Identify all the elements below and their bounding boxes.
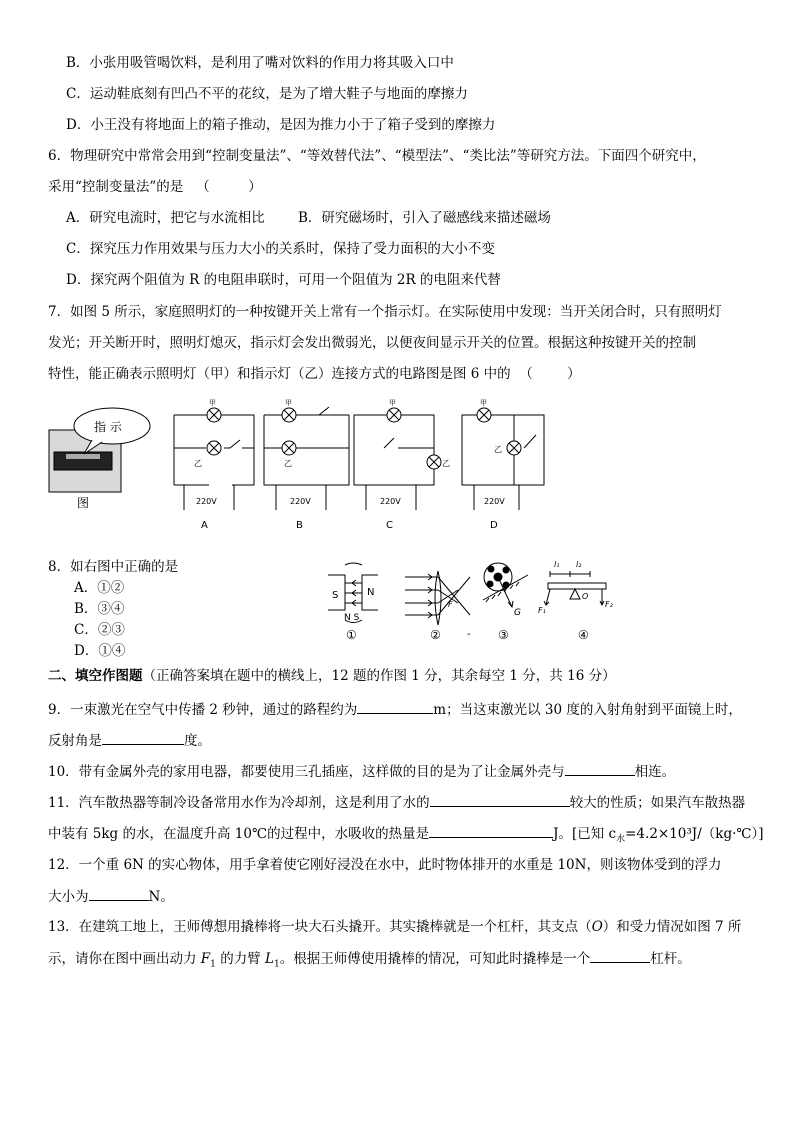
q6-stem-line1: 6．物理研究中常常会用到“控制变量法”、“等效替代法”、“模型法”、“类比法”等研究方法。下面四个研究中， xyxy=(48,148,706,164)
q8-option-a: A．①② xyxy=(74,580,125,596)
q10-line: 10．带有金属外壳的家用电器，都要使用三孔插座，这样做的目的是为了让金属外壳与 相连。 xyxy=(48,761,675,782)
q13-line1: 13．在建筑工地上，王师傅想用撬棒将一块大石头撬开。其实撬棒就是一个杠杆，其支点（O）和受力情况如图 7 所 xyxy=(48,919,742,935)
svg-text:220V: 220V xyxy=(196,497,217,506)
q11-line2: 中装有 5kg 的水，在温度升高 10℃的过程中，水吸收的热量是 J。[已知 $c_水=4.2\times 10^3J/(kg\cdot℃)$] xyxy=(48,823,764,850)
q9-blank1[interactable] xyxy=(357,699,433,714)
q7-figure xyxy=(44,390,564,535)
q12-line2: 大小为 N。 xyxy=(48,886,174,907)
q5-option-c: C．运动鞋底刻有凹凸不平的花纹，是为了增大鞋子与地面的摩擦力 xyxy=(66,86,468,102)
option-d-label: D xyxy=(490,520,498,531)
svg-text:乙: 乙 xyxy=(442,459,450,468)
q9-line1: 9．一束激光在空气中传播 2 秒钟，通过的路程约为 m；当这束激光以 30 度的入射角射到平面镜上时， xyxy=(48,699,742,720)
svg-text:S: S xyxy=(332,590,339,601)
fig4-lever xyxy=(538,560,614,642)
svg-text:甲: 甲 xyxy=(389,399,396,407)
q11-blank1[interactable] xyxy=(430,792,570,807)
q7-stem-line1: 7．如图 5 所示，家庭照明灯的一种按键开关上常有一个指示灯。在实际使用中发现：当开关闭合时，只有照明灯 xyxy=(48,304,722,320)
q7-stem-line2: 发光；开关断开时，照明灯熄灭，指示灯会发出微弱光，以便夜间显示开关的位置。根据这种按键开关的控制 xyxy=(48,335,696,351)
svg-text:甲: 甲 xyxy=(209,399,216,407)
fig2-lens xyxy=(405,571,471,642)
fig-num-2: ② xyxy=(430,628,441,642)
fig-num-3: ③ xyxy=(498,628,509,642)
circuit-c xyxy=(354,399,450,531)
q9-blank2[interactable] xyxy=(102,730,184,745)
svg-text:甲: 甲 xyxy=(480,399,487,407)
q8-option-d: D．①④ xyxy=(74,643,126,659)
fig1-magnets xyxy=(328,563,378,642)
svg-text:F: F xyxy=(448,600,453,609)
q11-blank2[interactable] xyxy=(429,823,553,838)
q11-line1: 11．汽车散热器等制冷设备常用水作为冷却剂，这是利用了水的 较大的性质；如果汽车散热器 xyxy=(48,792,745,813)
option-b-label: B xyxy=(296,520,303,531)
section2-heading: 二、填空作图题（正确答案填在题中的横线上，12 题的作图 1 分，其余每空 1 分，共 16 分） xyxy=(48,668,616,684)
svg-text:l₁: l₁ xyxy=(554,560,560,569)
q6-option-c: C．探究压力作用效果与压力大小的关系时，保持了受力面积的大小不变 xyxy=(66,241,495,257)
option-a-label: A xyxy=(201,520,208,531)
q12-line1: 12．一个重 6N 的实心物体，用手拿着使它刚好浸没在水中，此时物体排开的水重是 10N，则该物体受到的浮力 xyxy=(48,857,722,873)
q13-blank[interactable] xyxy=(590,948,650,963)
svg-text:F₁: F₁ xyxy=(538,606,546,615)
svg-text:甲: 甲 xyxy=(285,399,292,407)
svg-text:乙: 乙 xyxy=(494,445,502,454)
svg-text:220V: 220V xyxy=(380,497,401,506)
q6-stem-line2: 采用“控制变量法”的是 （ ） xyxy=(48,179,262,195)
fig-num-1: ① xyxy=(346,628,357,642)
fig3-ball xyxy=(483,563,528,642)
svg-text:220V: 220V xyxy=(484,497,505,506)
svg-text:N: N xyxy=(367,587,375,598)
q8-figure xyxy=(320,555,613,645)
svg-text:乙: 乙 xyxy=(194,459,202,468)
q9-line2: 反射角是 度。 xyxy=(48,730,211,751)
q7-stem-line3: 特性，能正确表示照明灯（甲）和指示灯（乙）连接方式的电路图是图 6 中的 （ ） xyxy=(48,366,581,382)
q6-option-d: D．探究两个阻值为 R 的电阻串联时，可用一个阻值为 2R 的电阻来代替 xyxy=(66,272,501,288)
svg-text:-: - xyxy=(467,629,471,640)
switch-figure xyxy=(49,408,150,510)
q12-blank[interactable] xyxy=(89,886,149,901)
svg-text:G: G xyxy=(514,608,521,618)
q5-option-d: D．小王没有将地面上的箱子推动，是因为推力小于了箱子受到的摩擦力 xyxy=(66,117,496,133)
q6-option-b: B．研究磁场时，引入了磁感线来描述磁场 xyxy=(298,210,551,226)
circuit-a xyxy=(174,399,254,531)
q5-option-b: B．小张用吸管喝饮料，是利用了嘴对饮料的作用力将其吸入口中 xyxy=(66,55,454,71)
option-c-label: C xyxy=(386,520,393,531)
q6-option-a: A．研究电流时，把它与水流相比 xyxy=(66,210,265,226)
circuit-b xyxy=(264,399,349,531)
svg-text:l₂: l₂ xyxy=(576,560,582,569)
fig-num-4: ④ xyxy=(578,628,589,642)
svg-text:乙: 乙 xyxy=(284,459,292,468)
q8-option-c: C．②③ xyxy=(74,622,125,638)
q8-stem: 8．如右图中正确的是 xyxy=(48,559,179,575)
fig5-label: 图 xyxy=(77,496,90,510)
circuit-d xyxy=(462,399,544,531)
q13-line2: 示，请你在图中画出动力 $F_1$ 的力臂 $L_1$。根据王师傅使用撬棒的情况，可知此时撬棒是一个 杠杆。 xyxy=(48,948,691,975)
bubble-text: 指 示 xyxy=(94,420,122,434)
svg-text:N S: N S xyxy=(344,613,360,623)
q10-blank[interactable] xyxy=(565,761,635,776)
q8-option-b: B．③④ xyxy=(74,601,125,617)
svg-text:O: O xyxy=(582,592,589,601)
svg-text:220V: 220V xyxy=(290,497,311,506)
svg-text:F₂: F₂ xyxy=(605,600,613,609)
